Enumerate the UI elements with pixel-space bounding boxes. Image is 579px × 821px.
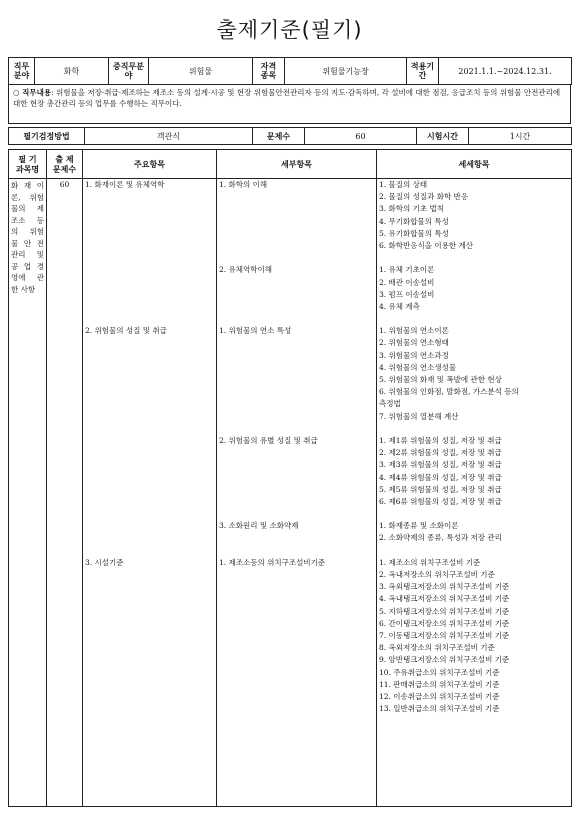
spacer bbox=[217, 350, 376, 362]
spacer bbox=[217, 289, 376, 301]
detail-item: 1. 위험물의 연소이론 bbox=[379, 326, 449, 336]
spacer bbox=[217, 654, 376, 666]
spacer bbox=[377, 508, 571, 520]
spacer bbox=[83, 228, 216, 240]
detail-item: 10. 주유취급소의 위치구조설비 기준 bbox=[379, 667, 500, 677]
detail-item: 4. 유체 계측 bbox=[379, 301, 420, 311]
subfield-value: 위험물 bbox=[149, 58, 253, 85]
spacer bbox=[83, 508, 216, 520]
spacer bbox=[83, 386, 216, 398]
detail-item: 4. 무기화합물의 특성 bbox=[379, 216, 449, 226]
spacer bbox=[217, 386, 376, 398]
detail-item: 5. 지하탱크저장소의 위치구조설비 기준 bbox=[379, 606, 510, 616]
main-item bbox=[83, 435, 216, 447]
spacer bbox=[217, 398, 376, 410]
spacer bbox=[217, 252, 376, 264]
detail-item: 측정법 bbox=[379, 399, 401, 409]
sub-items-column bbox=[217, 179, 377, 807]
sub-item: 2. 위험물의 유별 성질 및 취급 bbox=[219, 435, 318, 445]
spacer bbox=[83, 545, 216, 557]
spacer bbox=[83, 301, 216, 313]
header-count: 출 제 문제수 bbox=[47, 150, 83, 179]
spacer bbox=[83, 581, 216, 593]
spacer bbox=[83, 203, 216, 215]
spacer bbox=[83, 191, 216, 203]
spacer bbox=[83, 398, 216, 410]
spacer bbox=[217, 423, 376, 435]
spacer bbox=[217, 606, 376, 618]
cert-info-table bbox=[8, 57, 572, 85]
detail-item: 4. 위험물의 연소생성물 bbox=[379, 362, 457, 372]
detail-item: 1. 화재종류 및 소화이론 bbox=[379, 521, 459, 531]
spacer bbox=[217, 411, 376, 423]
spacer bbox=[217, 593, 376, 605]
spacer bbox=[83, 496, 216, 508]
sub-item: 2. 유체역학이해 bbox=[219, 265, 273, 275]
spacer bbox=[83, 313, 216, 325]
spacer bbox=[217, 532, 376, 544]
spacer bbox=[83, 606, 216, 618]
spacer bbox=[83, 642, 216, 654]
exam-method-table bbox=[8, 127, 572, 145]
detail-item: 7. 이동탱크저장소의 위치구조설비 기준 bbox=[379, 630, 510, 640]
subject-name: 화 재 이 론, 위험 물의 제 조소 등 의 위험 물 안 전 관리 및 공 업 경 영에 관 한 사항 bbox=[9, 179, 47, 807]
spacer bbox=[83, 459, 216, 471]
spacer bbox=[217, 216, 376, 228]
spacer bbox=[83, 484, 216, 496]
spacer bbox=[217, 313, 376, 325]
spacer bbox=[83, 362, 216, 374]
main-item: 3. 시설기준 bbox=[85, 557, 124, 567]
count-value: 60 bbox=[305, 128, 417, 145]
detail-item: 3. 옥외탱크저장소의 위치구조설비 기준 bbox=[379, 582, 510, 592]
main-items-column bbox=[83, 179, 217, 807]
spacer bbox=[217, 618, 376, 630]
detail-item: 3. 위험물의 연소과정 bbox=[379, 350, 449, 360]
spacer bbox=[217, 569, 376, 581]
detail-item: 1. 제조소의 위치구조설비 기준 bbox=[379, 557, 481, 567]
spacer bbox=[217, 191, 376, 203]
detail-item: 6. 위험물의 인화점, 발화점, 가스분석 등의 bbox=[379, 387, 519, 397]
spacer bbox=[217, 679, 376, 691]
detail-item: 1. 제1류 위험물의 성질, 저장 및 취급 bbox=[379, 435, 502, 445]
spacer bbox=[377, 545, 571, 557]
detail-item: 2. 배관 이송설비 bbox=[379, 277, 435, 287]
field-value: 화학 bbox=[35, 58, 109, 85]
duty-description bbox=[8, 84, 571, 124]
detail-item: 7. 위험물의 열분해 계산 bbox=[379, 411, 459, 421]
count-label: 문제수 bbox=[253, 128, 305, 145]
spacer bbox=[83, 703, 216, 715]
spacer bbox=[377, 423, 571, 435]
spacer bbox=[217, 374, 376, 386]
main-item bbox=[83, 264, 216, 276]
cert-value: 위험물기능장 bbox=[285, 58, 407, 85]
period-label: 적용기 간 bbox=[407, 58, 439, 85]
detail-item: 13. 일반취급소의 위치구조설비 기준 bbox=[379, 704, 500, 714]
sub-item: 1. 위험물의 연소 특성 bbox=[219, 326, 292, 336]
spacer bbox=[217, 545, 376, 557]
detail-item: 11. 판매취급소의 위치구조설비 기준 bbox=[379, 679, 500, 689]
cert-label: 자격 종목 bbox=[253, 58, 285, 85]
detail-item: 3. 화학의 기초 법칙 bbox=[379, 204, 445, 214]
sub-item: 1. 화학의 이해 bbox=[219, 180, 268, 189]
detail-item: 5. 위험물의 화재 및 폭발에 관한 현상 bbox=[379, 375, 502, 384]
header-detail: 세세항목 bbox=[377, 150, 572, 179]
spacer bbox=[83, 691, 216, 703]
spacer bbox=[83, 654, 216, 666]
spacer bbox=[377, 252, 571, 264]
spacer bbox=[83, 240, 216, 252]
duty-label: ○ 직무내용 bbox=[13, 88, 52, 97]
spacer bbox=[217, 581, 376, 593]
page-title: 출제기준(필기) bbox=[216, 18, 363, 42]
spacer bbox=[83, 374, 216, 386]
spacer bbox=[217, 472, 376, 484]
detail-item: 1. 유체 기초이론 bbox=[379, 265, 435, 275]
header-sub: 세부항목 bbox=[217, 150, 377, 179]
spacer bbox=[217, 630, 376, 642]
spacer bbox=[217, 203, 376, 215]
spacer bbox=[83, 532, 216, 544]
detail-item: 3. 제3류 위험물의 성질, 저장 및 취급 bbox=[379, 460, 502, 470]
spacer bbox=[83, 337, 216, 349]
detail-item: 12. 이송취급소의 위치구조설비 기준 bbox=[379, 691, 500, 701]
spacer bbox=[217, 240, 376, 252]
field-label: 직무 분야 bbox=[9, 58, 35, 85]
syllabus-table bbox=[8, 149, 572, 807]
detail-item: 8. 옥외저장소의 위치구조설비 기준 bbox=[379, 643, 495, 653]
detail-item: 6. 간이탱크저장소의 위치구조설비 기준 bbox=[379, 618, 510, 628]
detail-item: 1. 물질의 상태 bbox=[379, 180, 428, 189]
spacer bbox=[83, 667, 216, 679]
detail-item: 2. 물질의 성질과 화학 반응 bbox=[379, 192, 469, 202]
spacer bbox=[83, 252, 216, 264]
spacer bbox=[217, 447, 376, 459]
spacer bbox=[217, 362, 376, 374]
spacer bbox=[217, 642, 376, 654]
spacer bbox=[217, 228, 376, 240]
spacer bbox=[83, 216, 216, 228]
spacer bbox=[83, 472, 216, 484]
spacer bbox=[377, 313, 571, 325]
spacer bbox=[217, 277, 376, 289]
detail-item: 2. 제2류 위험물의 성질, 저장 및 취급 bbox=[379, 448, 502, 458]
time-value: 1시간 bbox=[469, 128, 572, 145]
spacer bbox=[83, 423, 216, 435]
detail-item: 4. 제4류 위험물의 성질, 저장 및 취급 bbox=[379, 472, 502, 482]
detail-item: 6. 제6류 위험물의 성질, 저장 및 취급 bbox=[379, 496, 502, 506]
spacer bbox=[83, 630, 216, 642]
sub-item: 1. 제조소등의 위치구조설비기준 bbox=[219, 557, 326, 567]
main-item bbox=[83, 520, 216, 532]
detail-item: 2. 옥내저장소의 위치구조설비 기준 bbox=[379, 570, 495, 579]
spacer bbox=[83, 447, 216, 459]
spacer bbox=[217, 703, 376, 715]
method-value: 객관식 bbox=[85, 128, 253, 145]
detail-item: 5. 유기화합물의 특성 bbox=[379, 228, 449, 238]
spacer bbox=[217, 496, 376, 508]
spacer bbox=[217, 508, 376, 520]
spacer bbox=[83, 411, 216, 423]
main-item: 2. 위험물의 성질 및 취급 bbox=[85, 326, 167, 336]
spacer bbox=[217, 301, 376, 313]
subject-count: 60 bbox=[47, 179, 83, 807]
main-item: 1. 화재이론 및 유체역학 bbox=[85, 180, 165, 189]
detail-item: 2. 소화약제의 종류, 특성과 저장 관리 bbox=[379, 533, 502, 543]
spacer bbox=[83, 618, 216, 630]
time-label: 시험시간 bbox=[417, 128, 469, 145]
period-value: 2021.1.1.~2024.12.31. bbox=[439, 58, 572, 85]
spacer bbox=[217, 459, 376, 471]
spacer bbox=[217, 337, 376, 349]
header-main: 주요항목 bbox=[83, 150, 217, 179]
detail-item: 9. 암반탱크저장소의 위치구조설비 기준 bbox=[379, 655, 510, 665]
spacer bbox=[83, 350, 216, 362]
detail-item: 4. 옥내탱크저장소의 위치구조설비 기준 bbox=[379, 594, 510, 604]
detail-item: 2. 위험물의 연소형태 bbox=[379, 338, 449, 348]
detail-items-column bbox=[377, 179, 572, 807]
duty-text: : 위험물을 저장·취급·제조하는 제조소 등의 설계·시공 및 현장 위험물안전관리자 등의 지도·감독하며, 각 설비에 대한 점검, 응급조치 등의 위험물 안전관리에 대한 현장 총간관리 등의 업무를 수행하는 직무이다. bbox=[13, 88, 561, 108]
spacer bbox=[83, 277, 216, 289]
spacer bbox=[217, 667, 376, 679]
detail-item: 3. 펌프 이송설비 bbox=[379, 289, 435, 299]
spacer bbox=[217, 484, 376, 496]
detail-item: 5. 제5류 위험물의 성질, 저장 및 취급 bbox=[379, 484, 502, 494]
header-subject: 필 기 과목명 bbox=[9, 150, 47, 179]
spacer bbox=[217, 691, 376, 703]
subfield-label: 중직무분 야 bbox=[109, 58, 149, 85]
spacer bbox=[83, 593, 216, 605]
spacer bbox=[83, 569, 216, 581]
detail-item: 6. 화학반응식을 이용한 계산 bbox=[379, 240, 474, 250]
sub-item: 3. 소화원리 및 소화약제 bbox=[219, 521, 299, 531]
method-label: 필기검정방법 bbox=[9, 128, 85, 145]
spacer bbox=[83, 289, 216, 301]
spacer bbox=[83, 679, 216, 691]
